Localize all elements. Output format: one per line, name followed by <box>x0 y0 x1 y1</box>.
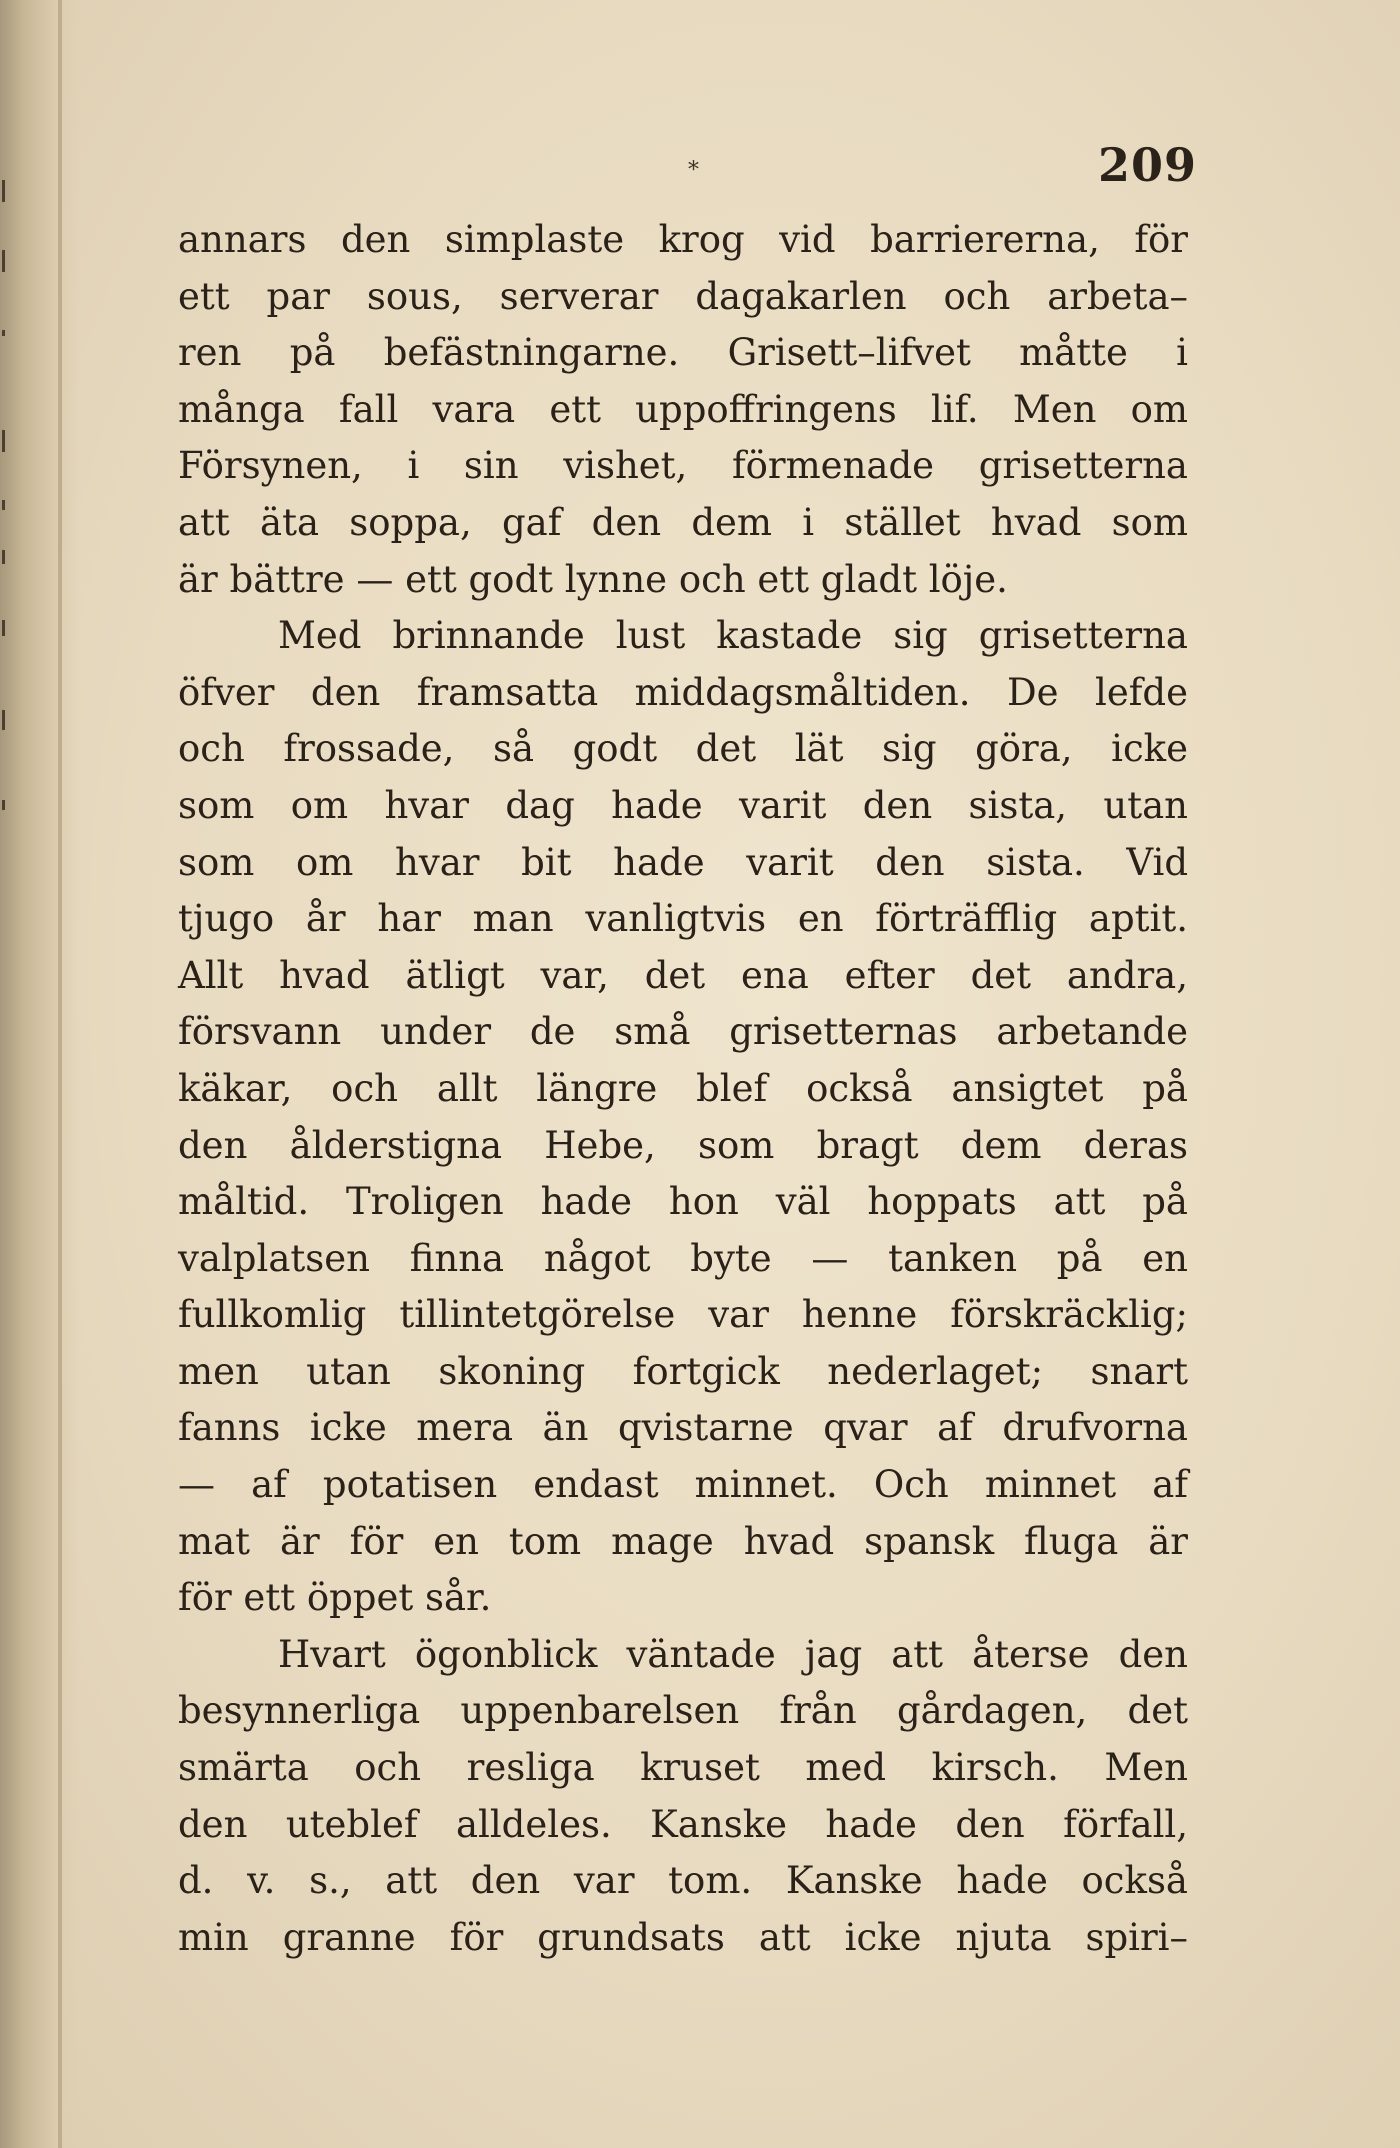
text-line: försvann under de små grisetternas arbetande <box>178 1010 1188 1054</box>
text-line: att äta soppa, gaf den dem i stället hvad som <box>178 500 1188 544</box>
page-number: 209 <box>1098 138 1198 192</box>
text-line: ren på befästningarne. Grisett–lifvet måtte i <box>178 331 1188 375</box>
text-line: smärta och resliga kruset med kirsch. Men <box>178 1746 1188 1790</box>
text-line: öfver den framsatta middagsmåltiden. De lefde <box>178 670 1188 714</box>
text-line: tjugo år har man vanligtvis en förträfflig aptit. <box>178 897 1188 941</box>
text-line: fanns icke mera än qvistarne qvar af drufvorna <box>178 1406 1188 1450</box>
text-line: som om hvar dag hade varit den sista, utan <box>178 783 1188 827</box>
text-line: Med brinnande lust kastade sig grisetterna <box>278 614 1188 658</box>
text-line: är bättre — ett godt lynne och ett gladt löje. <box>178 557 1008 601</box>
text-line: den uteblef alldeles. Kanske hade den förfall, <box>178 1802 1188 1846</box>
margin-marks <box>0 180 20 1080</box>
text-line: min granne för grundsats att icke njuta spiri– <box>178 1915 1188 1959</box>
text-line: många fall vara ett uppoffringens lif. Men om <box>178 387 1188 431</box>
text-line: d. v. s., att den var tom. Kanske hade också <box>178 1859 1188 1903</box>
header-ornament: * <box>688 158 699 183</box>
text-line: annars den simplaste krog vid barriererna, för <box>178 218 1188 261</box>
binding-edge <box>58 0 62 2148</box>
text-line: Försynen, i sin vishet, förmenade grisetterna <box>178 444 1188 488</box>
text-line: ett par sous, serverar dagakarlen och arbeta– <box>178 274 1188 318</box>
body-text <box>178 212 1188 1966</box>
text-line: valplatsen finna något byte — tanken på en <box>178 1236 1188 1280</box>
text-line: käkar, och allt längre blef också ansigtet på <box>178 1066 1188 1110</box>
text-line: besynnerliga uppenbarelsen från gårdagen, det <box>178 1689 1188 1733</box>
text-line: för ett öppet sår. <box>178 1576 492 1620</box>
text-line: fullkomlig tillintetgörelse var henne förskräcklig; <box>178 1293 1188 1337</box>
text-line: Allt hvad ätligt var, det ena efter det andra, <box>178 953 1188 997</box>
text-line: och frossade, så godt det lät sig göra, icke <box>178 727 1188 771</box>
text-line: — af potatisen endast minnet. Och minnet af <box>178 1463 1188 1507</box>
text-line: som om hvar bit hade varit den sista. Vid <box>178 840 1188 884</box>
text-line: men utan skoning fortgick nederlaget; snart <box>178 1349 1188 1393</box>
text-line: den ålderstigna Hebe, som bragt dem deras <box>178 1123 1188 1167</box>
text-line: mat är för en tom mage hvad spansk fluga är <box>178 1519 1188 1563</box>
text-line: måltid. Troligen hade hon väl hoppats att på <box>178 1180 1188 1224</box>
text-line: Hvart ögonblick väntade jag att återse den <box>278 1632 1188 1676</box>
